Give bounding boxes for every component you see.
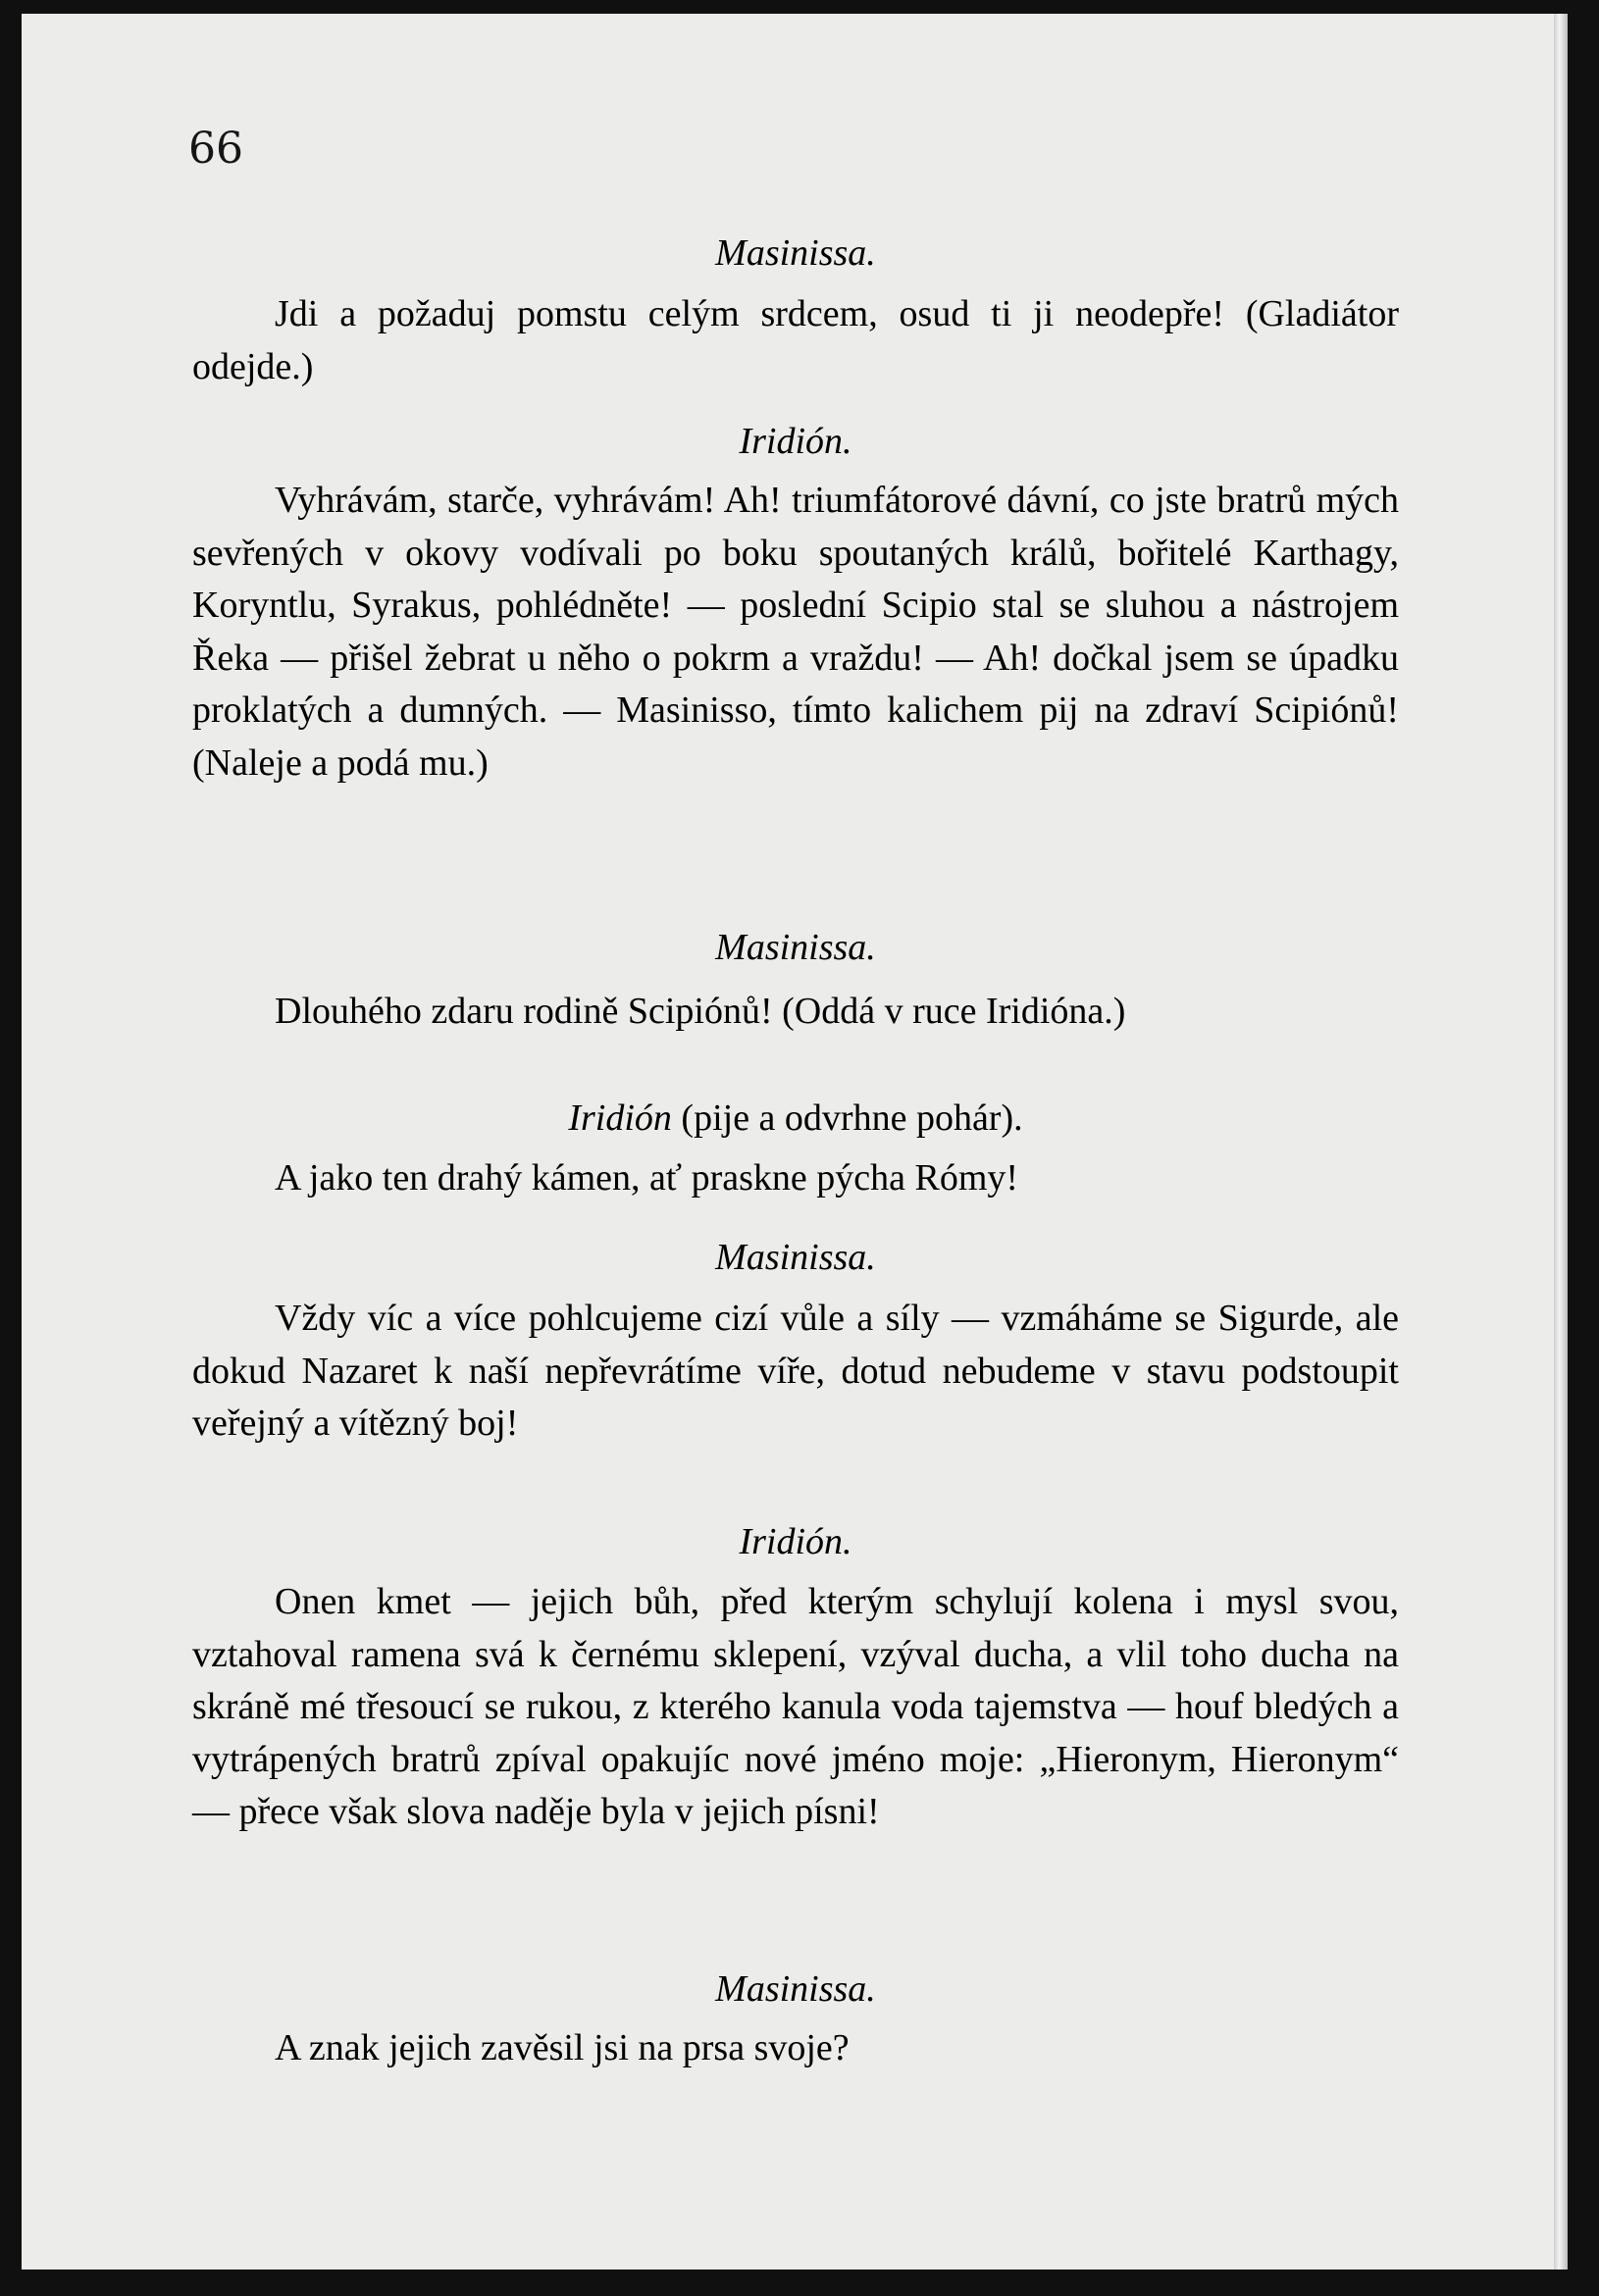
speaker-heading: Masinissa. [715, 1237, 876, 1278]
speaker-heading: Masinissa. [715, 1968, 876, 2010]
speaker-heading-with-note [192, 1093, 1399, 1144]
speaker-heading: Masinissa. [715, 927, 876, 968]
speech-paragraph: Vyhrávám, starče, vyhrávám! Ah! triumfátorové dávní, co jste bratrů mých sevřených v okovy vodívali po boku spoutaných králů, bořitelé Karthagy, Koryntlu, Syrakus, pohlédněte! — poslední Scipio stal se sluhou a nástrojem Řeka — přišel žebrat u něho o pokrm a vraždu! — Ah! dočkal jsem se úpadku proklatých a dumných. — Masinisso, tímto kalichem pij na zdraví Scipiónů! (Naleje a podá mu.) [192, 480, 1399, 784]
speaker-heading: Iridión. [739, 421, 852, 462]
page-number: 66 [188, 124, 243, 174]
speaker-name: Iridión [568, 1097, 672, 1139]
speaker-heading: Masinissa. [715, 232, 876, 274]
speech-paragraph: Onen kmet — jejich bůh, před kterým schylují kolena i mysl svou, vztahoval ramena svá k černému sklepení, vzýval ducha, a vlil toho ducha na skráně mé třesoucí se rukou, z kterého kanula voda tajemstva — houf bledých a vytrápených bratrů zpíval opakujíc nové jméno moje: „Hieronym, Hieronym“ — přece však slova naděje byla v jejich písni! [192, 1581, 1399, 1832]
speech-paragraph: Jdi a požaduj pomstu celým srdcem, osud ti ji neodepře! (Gladiátor odejde.) [192, 293, 1399, 387]
speech-paragraph: A znak jejich zavěsil jsi na prsa svoje? [275, 2027, 850, 2068]
page-edge [1554, 14, 1568, 2270]
speech-paragraph: A jako ten drahý kámen, ať praskne pýcha Rómy! [275, 1157, 1019, 1199]
speech-paragraph: Vždy víc a více pohlcujeme cizí vůle a síly — vzmáháme se Sigurde, ale dokud Nazaret k naší nepřevrátíme víře, dotud nebudeme v stavu podstoupit veřejný a vítězný boj! [192, 1298, 1399, 1444]
stage-direction: (pije a odvrhne pohár). [681, 1097, 1023, 1139]
speech-paragraph: Dlouhého zdaru rodině Scipiónů! (Oddá v ruce Iridióna.) [275, 991, 1126, 1032]
speaker-heading: Iridión. [739, 1521, 852, 1562]
